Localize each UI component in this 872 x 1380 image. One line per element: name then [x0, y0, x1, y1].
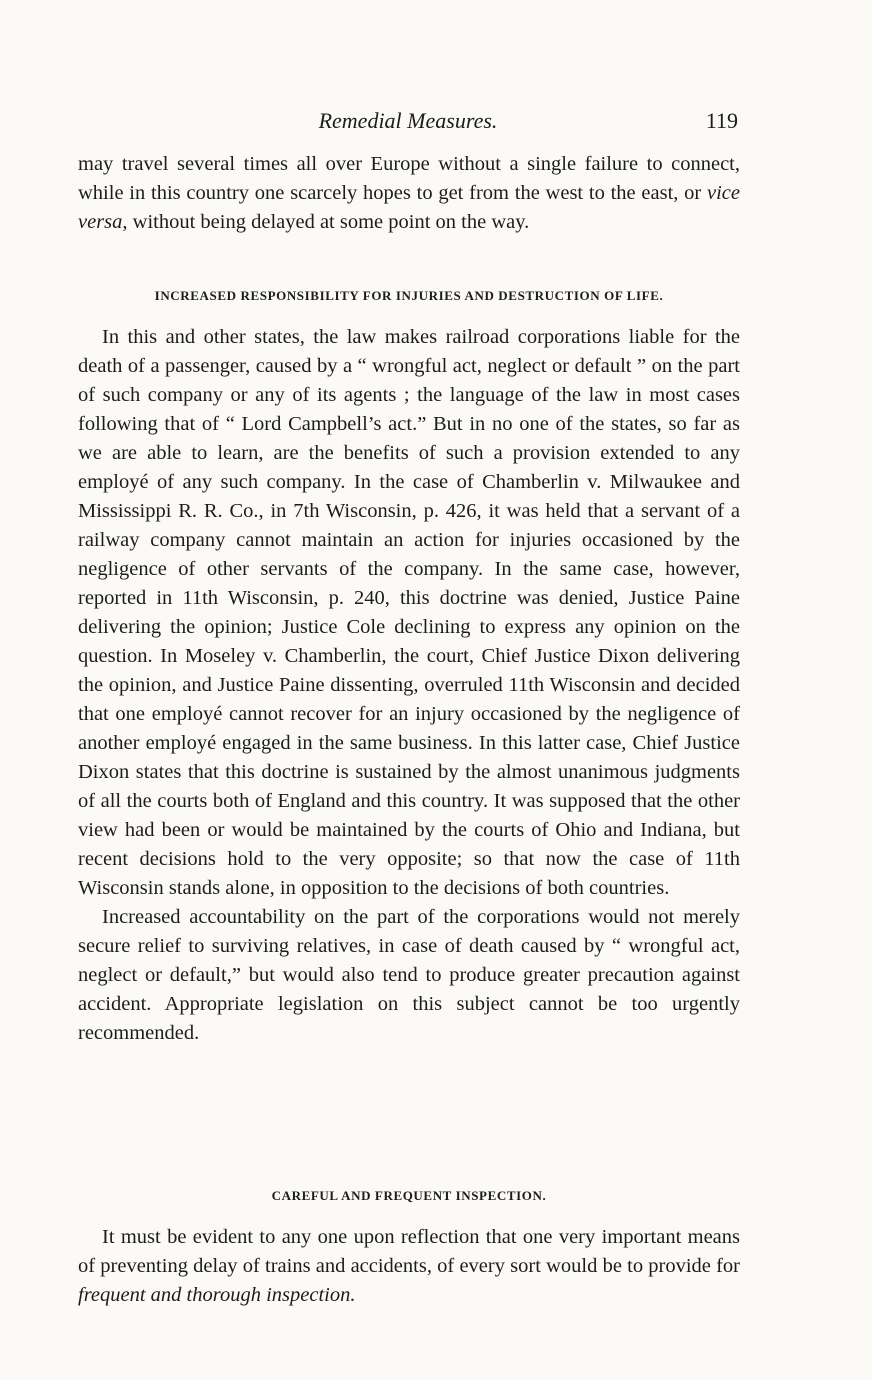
inspection-italic: frequent and thorough inspection. — [78, 1284, 356, 1306]
running-head: Remedial Measures. — [318, 108, 498, 133]
intro-italic: vice versa — [78, 182, 740, 233]
section-inspection-body — [78, 1223, 740, 1310]
section-responsibility-body — [78, 323, 740, 1048]
paragraph-accountability: Increased accountability on the part of the corporations would not merely secure relief to surviving relatives, in case of death caused by “ wrongful act, neglect or default,” but would also tend to produce greater precaution against accident. Appropriate legislation on this subject cannot be too urgently recommended. — [78, 906, 740, 1044]
intro-text-after: , without being delayed at some point on the way. — [122, 211, 530, 233]
page-header — [78, 108, 738, 138]
inspection-text: It must be evident to any one upon reflection that one very important means of preventing delay of trains and accidents, of every sort would be to provide for — [78, 1226, 740, 1277]
intro-text — [78, 150, 740, 237]
paragraph-liability: In this and other states, the law makes railroad corporations liable for the death of a passenger, caused by a “ wrongful act, neglect or default ” on the part of such company or any of its agents ; the language of the law in most cases following that of “ Lord Campbell’s act.” But in no one of the states, so far as we are able to learn, are the benefits of such a provision extended to any employé of any such company. In the case of Chamberlin v. Milwaukee and Mississippi R. R. Co., in 7th Wisconsin, p. 426, it was held that a servant of a railway company cannot maintain an action for injuries occasioned by the negligence of other servants of the company. In the same case, however, reported in 11th Wisconsin, p. 240, this doctrine was denied, Justice Paine delivering the opinion; Justice Cole declining to express any opinion on the question. In Moseley v. Chamberlin, the court, Chief Justice Dixon delivering the opinion, and Justice Paine dissenting, overruled 11th Wisconsin and decided that one employé cannot recover for an injury occasioned by the negligence of another employé engaged in the same business. In this latter case, Chief Justice Dixon states that this doctrine is sustained by the almost unanimous judgments of all the courts both of England and this country. It was supposed that the other view had been or would be maintained by the courts of Ohio and Indiana, but recent decisions hold to the very opposite; so that now the case of 11th Wisconsin stands alone, in opposition to the decisions of both countries. — [78, 326, 740, 899]
intro-text-before: may travel several times all over Europe without a single failure to connect, while in this country one scarcely hopes to get from the west to the east, or — [78, 153, 740, 204]
intro-paragraph — [78, 150, 740, 237]
paragraph-inspection — [78, 1223, 740, 1310]
page-number: 119 — [705, 108, 738, 133]
section-heading-inspection: CAREFUL AND FREQUENT INSPECTION. — [271, 1188, 547, 1203]
section-heading-responsibility: INCREASED RESPONSIBILITY FOR INJURIES AND DESTRUCTION OF LIFE. — [154, 288, 664, 303]
